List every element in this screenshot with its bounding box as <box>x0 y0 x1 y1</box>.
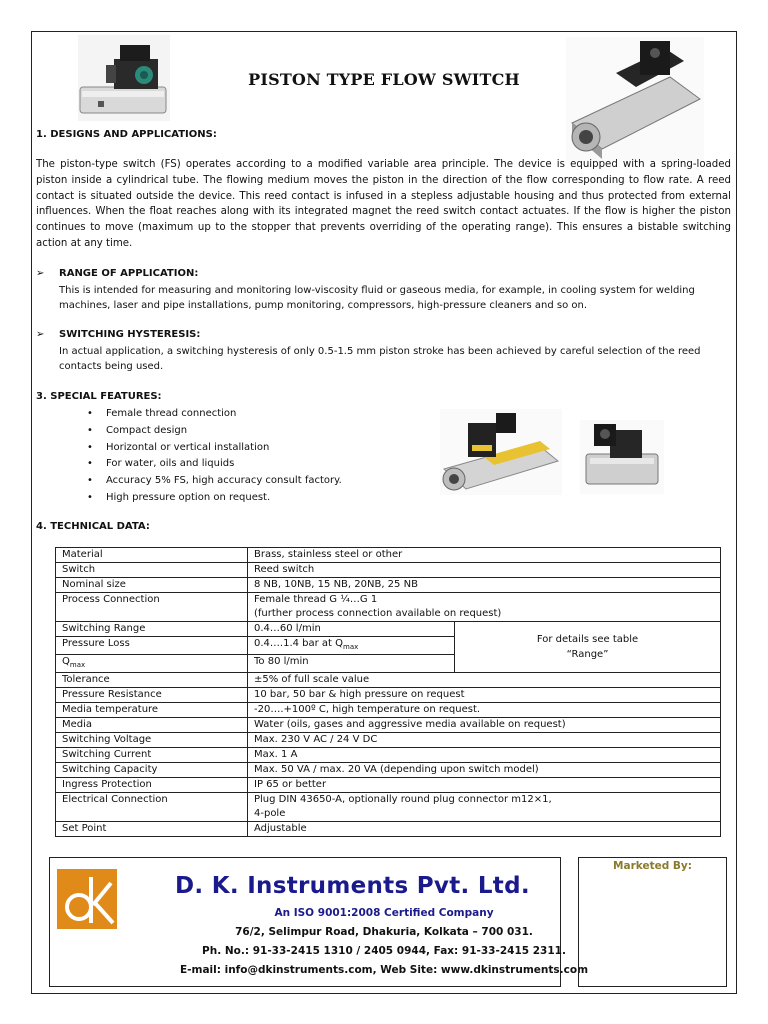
company-name: D. K. Instruments Pvt. Ltd. <box>175 873 530 899</box>
bullet-icon: • <box>87 441 93 453</box>
table-cell-label: Nominal size <box>56 578 248 593</box>
table-cell-label: Switch <box>56 563 248 578</box>
table-cell-label: Set Point <box>56 822 248 837</box>
company-phone: Ph. No.: 91-33-2415 1310 / 2405 0944, Fax: 91-33-2415 2311. <box>202 945 566 957</box>
table-row <box>56 703 721 718</box>
list-item: • High pressure option on request. <box>87 490 342 507</box>
table-cell-label: Pressure Loss <box>56 637 248 655</box>
tech-heading: 4. TECHNICAL DATA: <box>36 521 150 532</box>
table-cell-value: IP 65 or better <box>248 778 721 793</box>
bullet-icon: • <box>87 458 93 470</box>
list-item: • Accuracy 5% FS, high accuracy consult factory. <box>87 473 342 490</box>
table-cell-value: Reed switch <box>248 563 721 578</box>
table-cell-label: Media <box>56 718 248 733</box>
bullet-icon: • <box>87 475 93 487</box>
table-row <box>56 563 721 578</box>
table-row <box>56 778 721 793</box>
bullet-icon: • <box>87 424 93 436</box>
page-title: PISTON TYPE FLOW SWITCH <box>248 70 520 89</box>
flow-switch-photo-yellow <box>440 409 562 495</box>
marketed-by-box <box>578 857 727 987</box>
table-cell-value: Max. 230 V AC / 24 V DC <box>248 733 721 748</box>
table-cell-label: Switching Voltage <box>56 733 248 748</box>
designs-paragraph: The piston-type switch (FS) operates according to a modified variable area principle. The device is equipped with a spring-loaded piston inside a cylindrical tube. The flowing medium moves the piston in the direction of the flow corresponding to flow rate. A reed contact is situated outside the device. This reed contact is infused in a stepless adjustable housing and thus protected from external influences. When the float reaches along with its integrated magnet the reed switch contact actuates. If the flow is higher the piston continues to move (maximum up to the stopper that prevents overriding of the operating range). This ensures a bistable switching action at any time. <box>36 159 731 249</box>
table-row <box>56 688 721 703</box>
arrow-bullet-icon: ➢ <box>36 268 45 279</box>
table-row <box>56 593 721 622</box>
table-cell-label: Switching Current <box>56 748 248 763</box>
table-cell-label: Pressure Resistance <box>56 688 248 703</box>
bullet-icon: • <box>87 491 93 503</box>
flow-switch-photo-black <box>580 420 664 494</box>
table-row <box>56 673 721 688</box>
table-cell-value: Brass, stainless steel or other <box>248 548 721 563</box>
table-row <box>56 793 721 822</box>
table-cell-value: Adjustable <box>248 822 721 837</box>
table-cell-label: Ingress Protection <box>56 778 248 793</box>
features-list <box>87 406 342 507</box>
technical-data-table <box>55 547 721 837</box>
table-row <box>56 763 721 778</box>
table-cell-value: 0.4…60 l/min <box>248 622 455 637</box>
table-cell-value: 0.4….1.4 bar at $Q_{max}$ <box>248 637 455 655</box>
table-cell-label: $Q_{max}$ <box>56 655 248 673</box>
table-cell-label: Tolerance <box>56 673 248 688</box>
bullet-icon: • <box>87 408 93 419</box>
table-cell-value: Female thread G ¼…G 1 (further process connection available on request) <box>248 593 721 622</box>
table-cell-value: Plug DIN 43650-A, optionally round plug connector m12×1, 4-pole <box>248 793 721 822</box>
table-cell-value: ±5% of full scale value <box>248 673 721 688</box>
table-row <box>56 718 721 733</box>
table-cell-label: Media temperature <box>56 703 248 718</box>
table-cell-label: Switching Range <box>56 622 248 637</box>
dk-logo <box>57 869 117 929</box>
list-item: • Horizontal or vertical installation <box>87 440 342 457</box>
marketed-by-label: Marketed By: <box>613 860 692 872</box>
table-cell-value: To 80 l/min <box>248 655 455 673</box>
iso-tagline: An ISO 9001:2008 Certified Company <box>274 907 494 919</box>
designs-heading: 1. DESIGNS AND APPLICATIONS: <box>36 129 217 140</box>
table-cell-label: Electrical Connection <box>56 793 248 822</box>
table-cell-value: -20….+100º C, high temperature on request. <box>248 703 721 718</box>
features-heading: 3. SPECIAL FEATURES: <box>36 391 162 402</box>
table-cell-value: Max. 1 A <box>248 748 721 763</box>
table-row <box>56 548 721 563</box>
company-address: 76/2, Selimpur Road, Dhakuria, Kolkata – 700 031. <box>235 926 533 938</box>
table-cell-value: 10 bar, 50 bar & high pressure on request <box>248 688 721 703</box>
table-cell-value: Water (oils, gases and aggressive media available on request) <box>248 718 721 733</box>
table-row <box>56 822 721 837</box>
hysteresis-heading: SWITCHING HYSTERESIS: <box>59 329 201 340</box>
range-paragraph: This is intended for measuring and monitoring low-viscosity fluid or gaseous media, for example, in cooling system for welding machines, laser and pipe installations, pump monitoring, compressors, high-pressure cleaners and so on. <box>59 285 695 312</box>
range-heading: RANGE OF APPLICATION: <box>59 268 199 279</box>
list-item: • For water, oils and liquids <box>87 456 342 473</box>
list-item: • Compact design <box>87 423 342 440</box>
arrow-bullet-icon: ➢ <box>36 329 45 340</box>
table-cell-value: Max. 50 VA / max. 20 VA (depending upon switch model) <box>248 763 721 778</box>
table-row <box>56 578 721 593</box>
table-cell-label: Material <box>56 548 248 563</box>
table-row <box>56 748 721 763</box>
table-cell-label: Process Connection <box>56 593 248 622</box>
table-row <box>56 733 721 748</box>
list-item: • Female thread connection <box>87 406 342 423</box>
hysteresis-paragraph: In actual application, a switching hysteresis of only 0.5-1.5 mm piston stroke has been achieved by careful selection of the reed contacts being used. <box>59 346 701 373</box>
flow-switch-photo-right <box>566 37 704 161</box>
range-note-cell: For details see table “Range” <box>455 622 721 673</box>
company-email: E-mail: info@dkinstruments.com, Web Site: www.dkinstruments.com <box>179 964 589 976</box>
table-row <box>56 622 721 637</box>
table-cell-label: Switching Capacity <box>56 763 248 778</box>
table-cell-value: 8 NB, 10NB, 15 NB, 20NB, 25 NB <box>248 578 721 593</box>
